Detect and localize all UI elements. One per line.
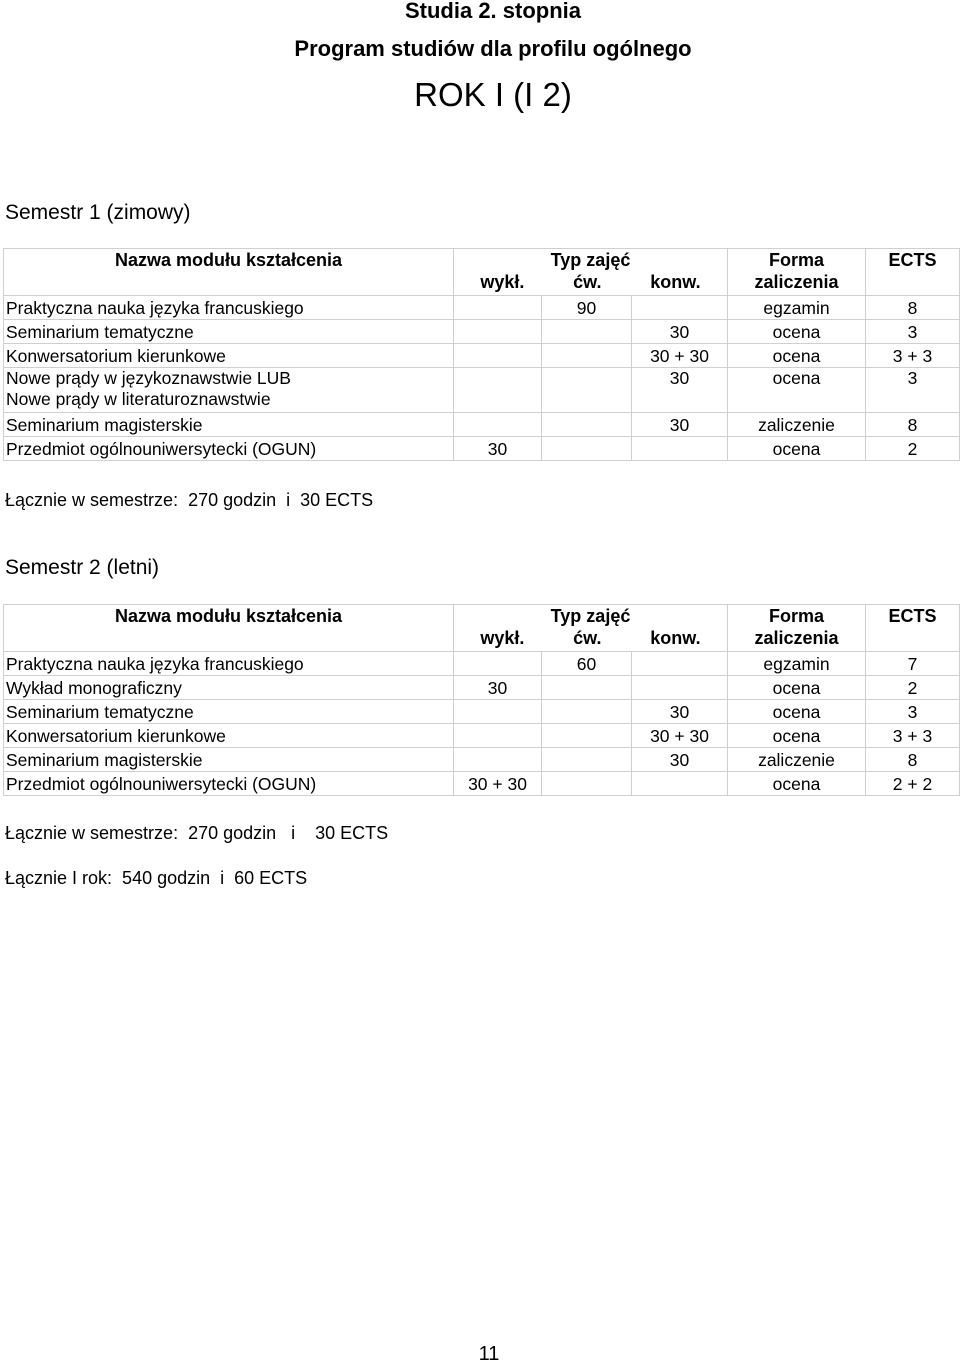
table-row: Seminarium tematyczne 30 ocena 3 (4, 320, 960, 344)
header-wykl: wykł. (480, 628, 525, 648)
table-row: Praktyczna nauka języka francuskiego 90 egzamin 8 (4, 296, 960, 320)
header-konw: konw. (650, 628, 701, 648)
document-title: Studia 2. stopnia (404, 0, 582, 23)
header-class-type: Typ zajęć wykł. ćw. konw. (454, 249, 728, 296)
header-class-type: Typ zajęć wykł. ćw. konw. (454, 605, 728, 652)
page-number: 11 (478, 1343, 500, 1365)
table-row: Seminarium magisterskie 30 zaliczenie 8 (4, 748, 960, 772)
semester-2-summary: Łącznie w semestrze: 270 godzin i 30 ECTS (5, 823, 389, 843)
table-row: Seminarium tematyczne 30 ocena 3 (4, 700, 960, 724)
semester-1-table (3, 248, 960, 461)
table-row: Przedmiot ogólnouniwersytecki (OGUN) 30 ocena 2 (4, 437, 960, 461)
semester-1-summary: Łącznie w semestrze: 270 godzin i 30 ECTS (5, 490, 374, 510)
table-row: Konwersatorium kierunkowe 30 + 30 ocena 3 + 3 (4, 724, 960, 748)
header-assessment-form: Forma zaliczenia (728, 249, 866, 296)
header-ects: ECTS (866, 249, 960, 296)
table-row: Przedmiot ogólnouniwersytecki (OGUN) 30 + 30 ocena 2 + 2 (4, 772, 960, 796)
semester-1-heading: Semestr 1 (zimowy) (5, 201, 191, 224)
header-cw: ćw. (573, 272, 602, 292)
header-module-name: Nazwa modułu kształcenia (4, 249, 454, 296)
program-title: Program studiów dla profilu ogólnego (294, 36, 692, 61)
table-row: Praktyczna nauka języka francuskiego 60 egzamin 7 (4, 652, 960, 676)
header-wykl: wykł. (480, 272, 525, 292)
year-summary: Łącznie I rok: 540 godzin i 60 ECTS (5, 868, 308, 888)
year-title: ROK I (I 2) (414, 76, 572, 113)
header-ects: ECTS (866, 605, 960, 652)
semester-2-heading: Semestr 2 (letni) (5, 556, 160, 579)
table-row: Konwersatorium kierunkowe 30 + 30 ocena 3 + 3 (4, 344, 960, 368)
header-cw: ćw. (573, 628, 602, 648)
header-assessment-form: Forma zaliczenia (728, 605, 866, 652)
table-row: Seminarium magisterskie 30 zaliczenie 8 (4, 413, 960, 437)
table-row: Wykład monograficzny 30 ocena 2 (4, 676, 960, 700)
header-module-name: Nazwa modułu kształcenia (4, 605, 454, 652)
table-row: Nowe prądy w językoznawstwie LUB Nowe prądy w literaturoznawstwie 30 ocena 3 (4, 368, 960, 413)
header-konw: konw. (650, 272, 701, 292)
semester-2-table (3, 604, 960, 796)
